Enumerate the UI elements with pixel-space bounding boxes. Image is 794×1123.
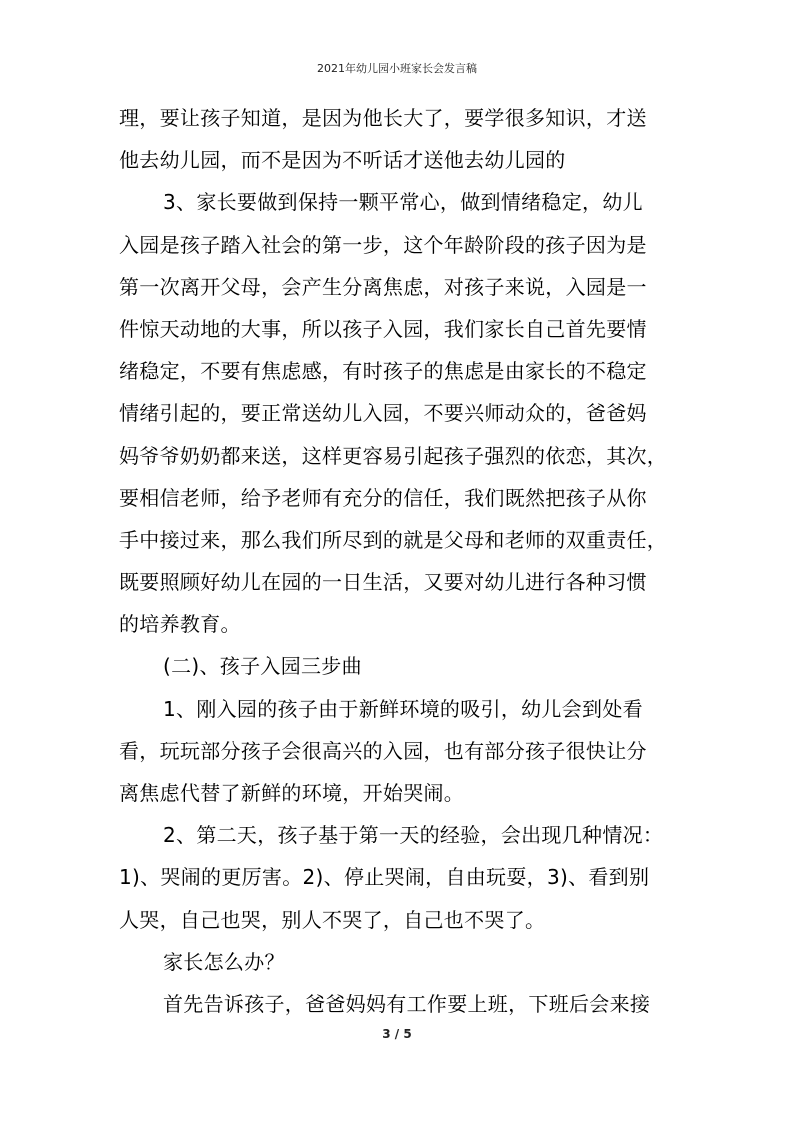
- paragraph-line: 理，要让孩子知道，是因为他长大了，要学很多知识，才送: [119, 106, 647, 130]
- section-heading: (二)、孩子入园三步曲: [163, 654, 362, 679]
- paragraph-line: 1、刚入园的孩子由于新鲜环境的吸引，幼儿会到处看: [163, 696, 643, 721]
- paragraph-line: 既要照顾好幼儿在园的一日生活，又要对幼儿进行各种习惯: [119, 570, 647, 595]
- paragraph-line: 家长怎么办？: [163, 949, 285, 974]
- paragraph-line: 人哭，自己也哭，别人不哭了，自己也不哭了。: [119, 907, 546, 932]
- paragraph-line: 1)、哭闹的更厉害。2)、停止哭闹，自由玩耍，3)、看到别: [119, 865, 650, 890]
- paragraph-line: 手中接过来，那么我们所尽到的就是父母和老师的双重责任，: [119, 527, 668, 552]
- paragraph-line: 入园是孩子踏入社会的第一步，这个年龄阶段的孩子因为是: [119, 232, 647, 257]
- paragraph-line: 2、第二天，孩子基于第一天的经验，会出现几种情况：: [163, 823, 664, 848]
- paragraph-line: 首先告诉孩子，爸爸妈妈有工作要上班，下班后会来接: [163, 991, 651, 1016]
- paragraph-line: 件惊天动地的大事，所以孩子入园，我们家长自己首先要情: [119, 316, 647, 341]
- paragraph-line: 他去幼儿园，而不是因为不听话才送他去幼儿园的: [119, 148, 566, 173]
- document-body: [119, 97, 679, 1025]
- page-header: 2021年幼儿园小班家长会发言稿: [317, 62, 477, 75]
- paragraph-line: 离焦虑代替了新鲜的环境，开始哭闹。: [119, 781, 465, 805]
- page-number: 3 / 5: [382, 1027, 412, 1041]
- paragraph-line: 绪稳定，不要有焦虑感，有时孩子的焦虑是由家长的不稳定: [119, 359, 647, 384]
- paragraph-line: 看，玩玩部分孩子会很高兴的入园，也有部分孩子很快让分: [119, 738, 647, 763]
- paragraph-line: 3、家长要做到保持一颗平常心，做到情绪稳定，幼儿: [163, 190, 643, 215]
- paragraph-line: 第一次离开父母，会产生分离焦虑，对孩子来说，入园是一: [119, 274, 647, 299]
- paragraph-line: 要相信老师，给予老师有充分的信任，我们既然把孩子从你: [119, 485, 647, 510]
- paragraph-line: 妈爷爷奶奶都来送，这样更容易引起孩子强烈的依恋，其次，: [119, 443, 668, 468]
- paragraph-line: 的培养教育。: [119, 612, 241, 637]
- paragraph-line: 情绪引起的，要正常送幼儿入园，不要兴师动众的，爸爸妈: [119, 401, 647, 426]
